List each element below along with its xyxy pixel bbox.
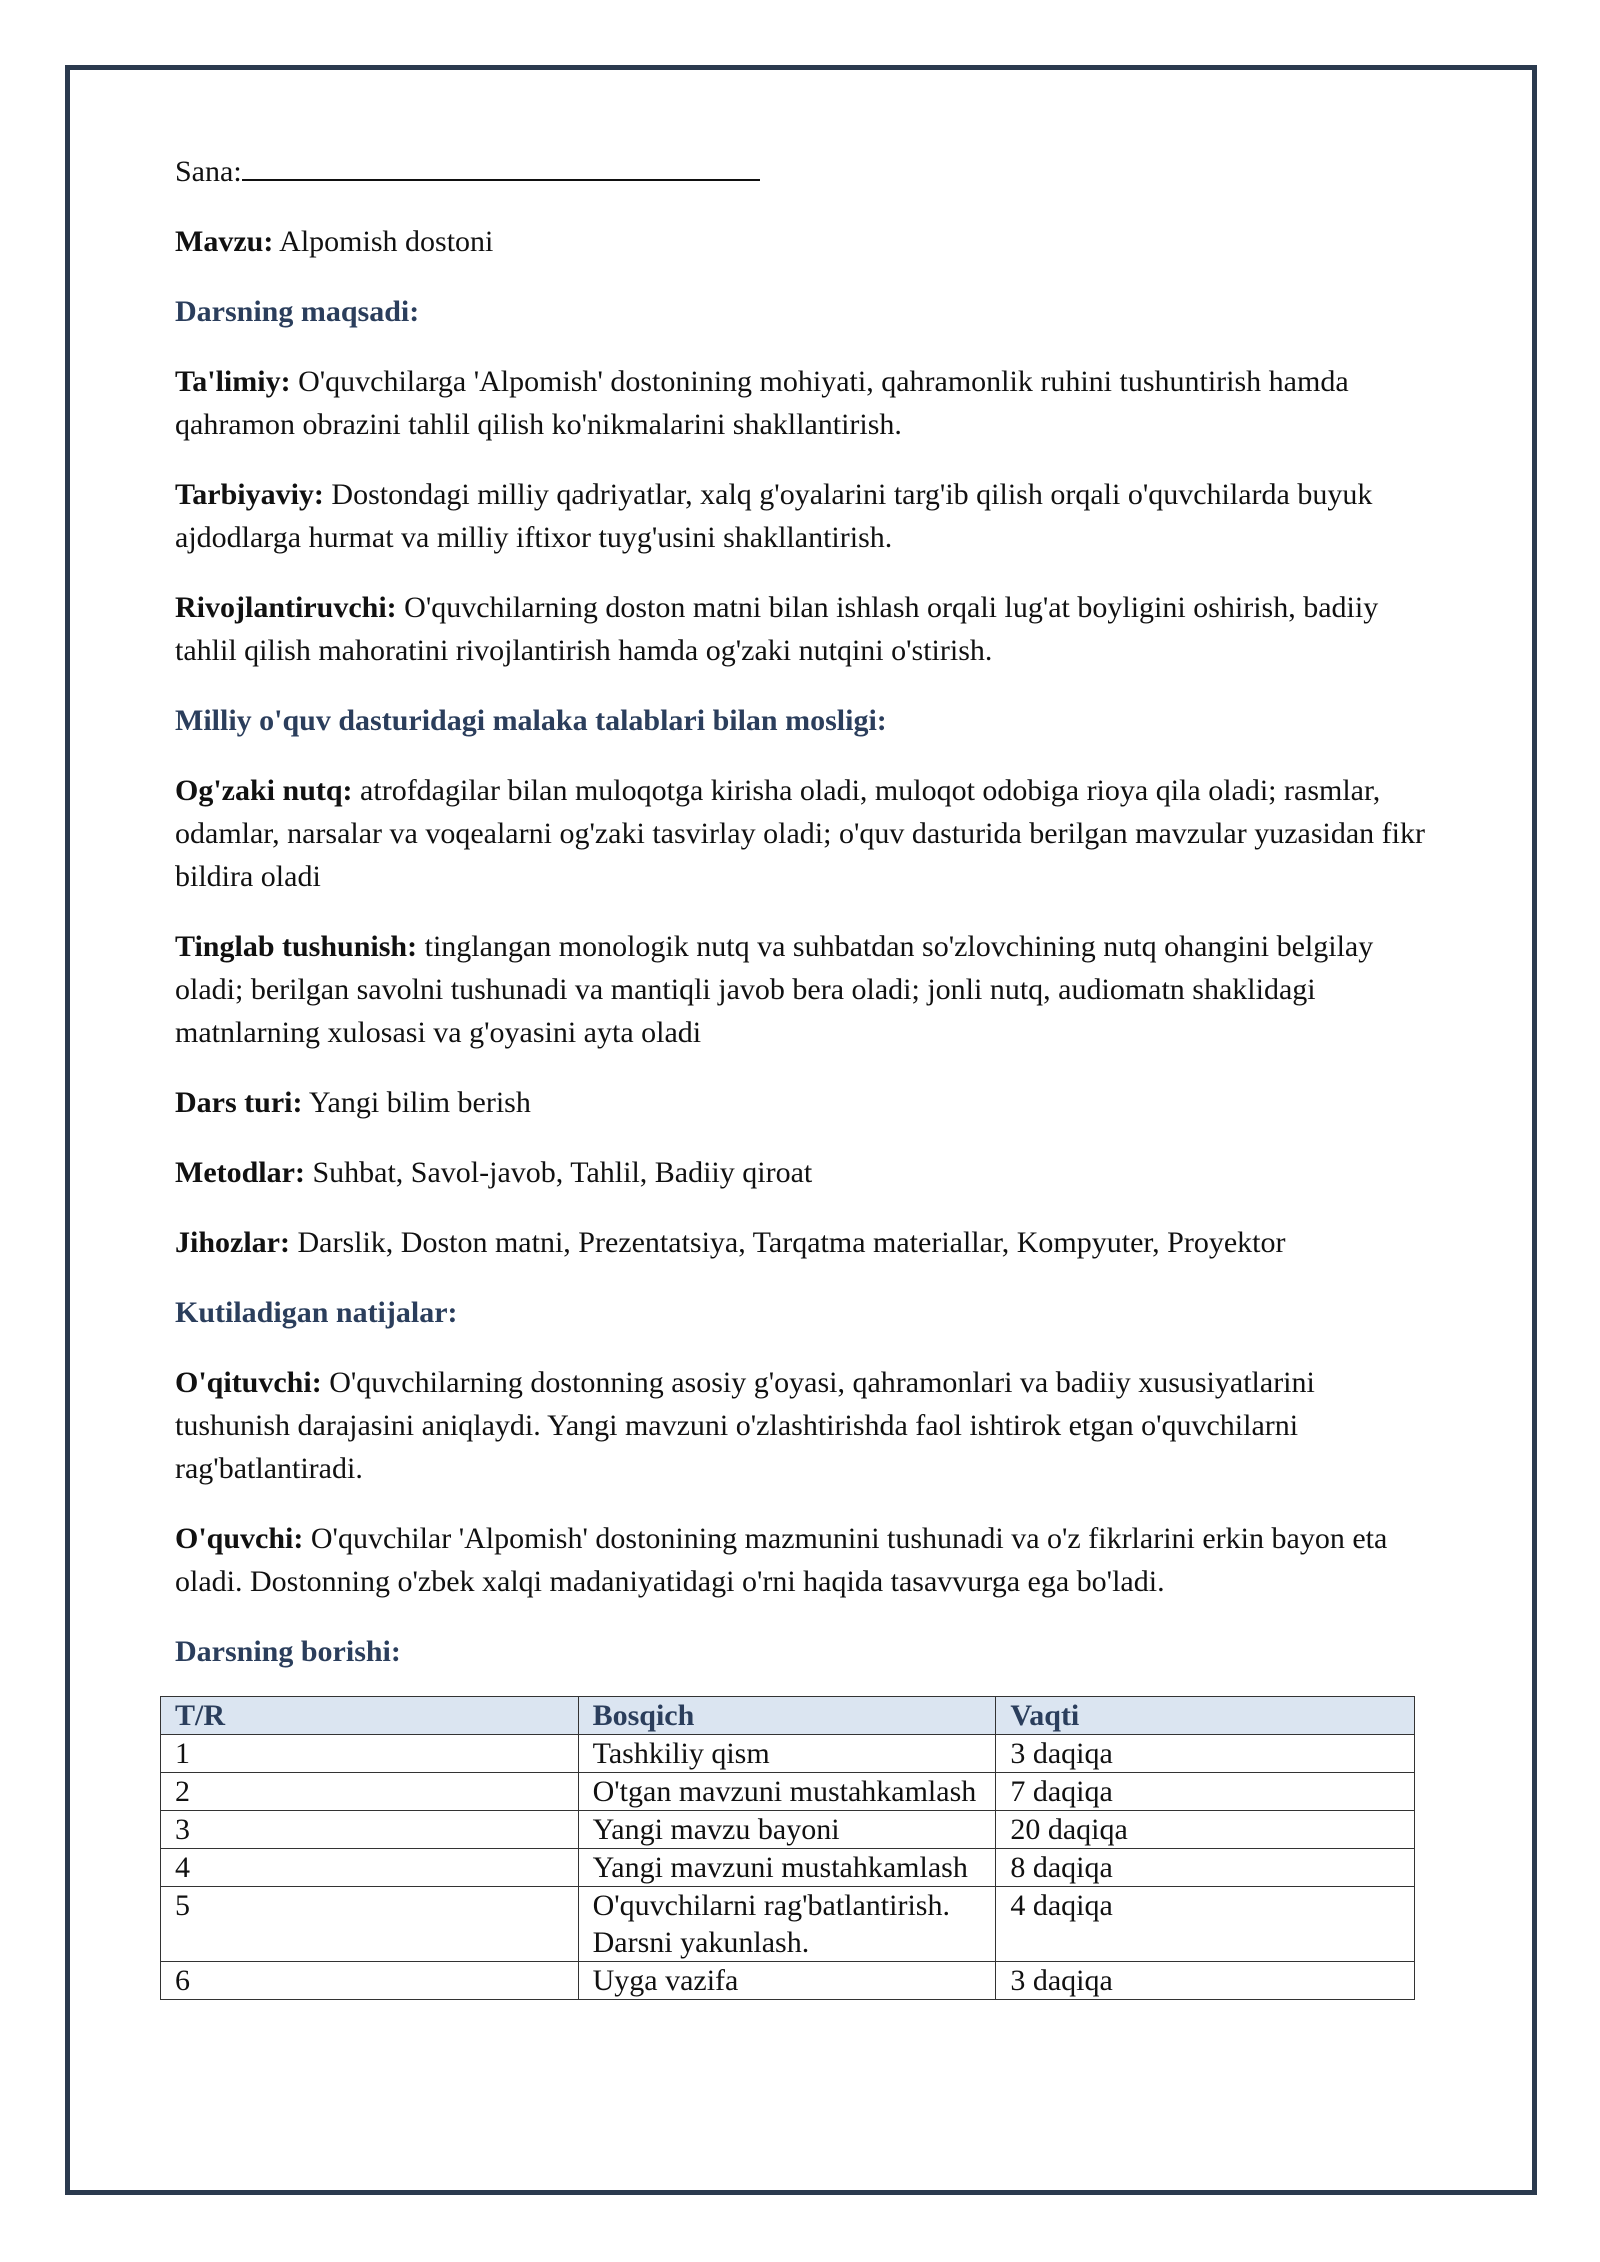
goal-label: Rivojlantiruvchi: bbox=[175, 591, 397, 624]
cell-number: 2 bbox=[161, 1773, 579, 1811]
table-row bbox=[161, 1773, 1415, 1811]
goal-developmental bbox=[175, 586, 1425, 672]
outcome-label: O'qituvchi: bbox=[175, 1366, 322, 1399]
table-row bbox=[161, 1849, 1415, 1887]
goal-text: O'quvchilarga 'Alpomish' dostonining mohiyati, qahramonlik ruhini tushuntirish hamda qahramon obrazini tahlil qilish ko'nikmalarini shakllantirish. bbox=[175, 365, 1349, 441]
standard-oral-speech bbox=[175, 769, 1425, 898]
lesson-progress-table bbox=[160, 1696, 1415, 2000]
standards-heading: Milliy o'quv dasturidagi malaka talablari bilan mosligi: bbox=[175, 704, 887, 737]
column-header-stage: Bosqich bbox=[578, 1697, 996, 1735]
outcome-teacher bbox=[175, 1361, 1425, 1490]
standard-label: Tinglab tushunish: bbox=[175, 930, 418, 963]
cell-stage: Yangi mavzuni mustahkamlash bbox=[578, 1849, 996, 1887]
equipment-line bbox=[175, 1221, 1425, 1264]
topic-value: Alpomish dostoni bbox=[279, 225, 494, 258]
cell-stage: Tashkiliy qism bbox=[578, 1735, 996, 1773]
topic-label: Mavzu: bbox=[175, 225, 274, 258]
goal-label: Ta'limiy: bbox=[175, 365, 291, 398]
goal-label: Tarbiyaviy: bbox=[175, 478, 324, 511]
goal-educational bbox=[175, 360, 1425, 446]
cell-time: 7 daqiqa bbox=[996, 1773, 1415, 1811]
standard-label: Og'zaki nutq: bbox=[175, 774, 353, 807]
outcome-label: O'quvchi: bbox=[175, 1522, 304, 1555]
lesson-type-line bbox=[175, 1081, 1425, 1124]
goals-heading: Darsning maqsadi: bbox=[175, 295, 420, 328]
cell-stage: O'quvchilarni rag'batlantirish. Darsni yakunlash. bbox=[578, 1887, 996, 1962]
methods-label: Metodlar: bbox=[175, 1156, 305, 1189]
table-row bbox=[161, 1811, 1415, 1849]
cell-number: 4 bbox=[161, 1849, 579, 1887]
lesson-type-label: Dars turi: bbox=[175, 1086, 303, 1119]
outcome-text: O'quvchilarning dostonning asosiy g'oyasi, qahramonlari va badiiy xususiyatlarini tushunish darajasini aniqlaydi. Yangi mavzuni o'zlashtirishda faol ishtirok etgan o'quvchilarni rag'batlantiradi. bbox=[175, 1366, 1315, 1485]
goal-text: Dostondagi milliy qadriyatlar, xalq g'oyalarini targ'ib qilish orqali o'quvchilarda buyuk ajdodlarga hurmat va milliy iftixor tuyg'usini shakllantirish. bbox=[175, 478, 1373, 554]
cell-time: 20 daqiqa bbox=[996, 1811, 1415, 1849]
date-blank bbox=[242, 153, 760, 181]
cell-time: 8 daqiqa bbox=[996, 1849, 1415, 1887]
equipment-label: Jihozlar: bbox=[175, 1226, 290, 1259]
cell-stage: Uyga vazifa bbox=[578, 1962, 996, 2000]
cell-stage: O'tgan mavzuni mustahkamlash bbox=[578, 1773, 996, 1811]
topic-line bbox=[175, 220, 1425, 263]
cell-time: 4 daqiqa bbox=[996, 1887, 1415, 1962]
standard-listening bbox=[175, 925, 1425, 1054]
goal-text: O'quvchilarning doston matni bilan ishlash orqali lug'at boyligini oshirish, badiiy tahlil qilish mahoratini rivojlantirish hamda og'zaki nutqini o'stirish. bbox=[175, 591, 1379, 667]
date-line bbox=[175, 150, 1425, 193]
lesson-plan-body bbox=[175, 150, 1425, 1700]
goal-upbringing bbox=[175, 473, 1425, 559]
column-header-time: Vaqti bbox=[996, 1697, 1415, 1735]
cell-stage: Yangi mavzu bayoni bbox=[578, 1811, 996, 1849]
outcome-text: O'quvchilar 'Alpomish' dostonining mazmunini tushunadi va o'z fikrlarini erkin bayon eta oladi. Dostonning o'zbek xalqi madaniyatidagi o'rni haqida tasavvurga ega bo'ladi. bbox=[175, 1522, 1388, 1598]
cell-time: 3 daqiqa bbox=[996, 1962, 1415, 2000]
lesson-type-value: Yangi bilim berish bbox=[308, 1086, 531, 1119]
methods-value: Suhbat, Savol-javob, Tahlil, Badiiy qiroat bbox=[312, 1156, 813, 1189]
table-row bbox=[161, 1962, 1415, 2000]
date-label: Sana: bbox=[175, 155, 242, 188]
cell-number: 6 bbox=[161, 1962, 579, 2000]
outcome-student bbox=[175, 1517, 1425, 1603]
progress-heading: Darsning borishi: bbox=[175, 1635, 401, 1668]
cell-number: 5 bbox=[161, 1887, 579, 1962]
table-header-row bbox=[161, 1697, 1415, 1735]
column-header-number: T/R bbox=[161, 1697, 579, 1735]
cell-time: 3 daqiqa bbox=[996, 1735, 1415, 1773]
cell-number: 3 bbox=[161, 1811, 579, 1849]
methods-line bbox=[175, 1151, 1425, 1194]
standard-text: tinglangan monologik nutq va suhbatdan so'zlovchining nutq ohangini belgilay oladi; berilgan savolni tushunadi va mantiqli javob bera oladi; jonli nutq, audiomatn shaklidagi matnlarning xulosasi va g'oyasini ayta oladi bbox=[175, 930, 1374, 1049]
standard-text: atrofdagilar bilan muloqotga kirisha oladi, muloqot odobiga rioya qila oladi; rasmlar, odamlar, narsalar va voqealarni og'zaki tasvirlay oladi; o'quv dasturida berilgan mavzular yuzasidan fikr bildira oladi bbox=[175, 774, 1425, 893]
table-row bbox=[161, 1887, 1415, 1962]
equipment-value: Darslik, Doston matni, Prezentatsiya, Tarqatma materiallar, Kompyuter, Proyektor bbox=[297, 1226, 1286, 1259]
table-row bbox=[161, 1735, 1415, 1773]
cell-number: 1 bbox=[161, 1735, 579, 1773]
outcomes-heading: Kutiladigan natijalar: bbox=[175, 1296, 458, 1329]
